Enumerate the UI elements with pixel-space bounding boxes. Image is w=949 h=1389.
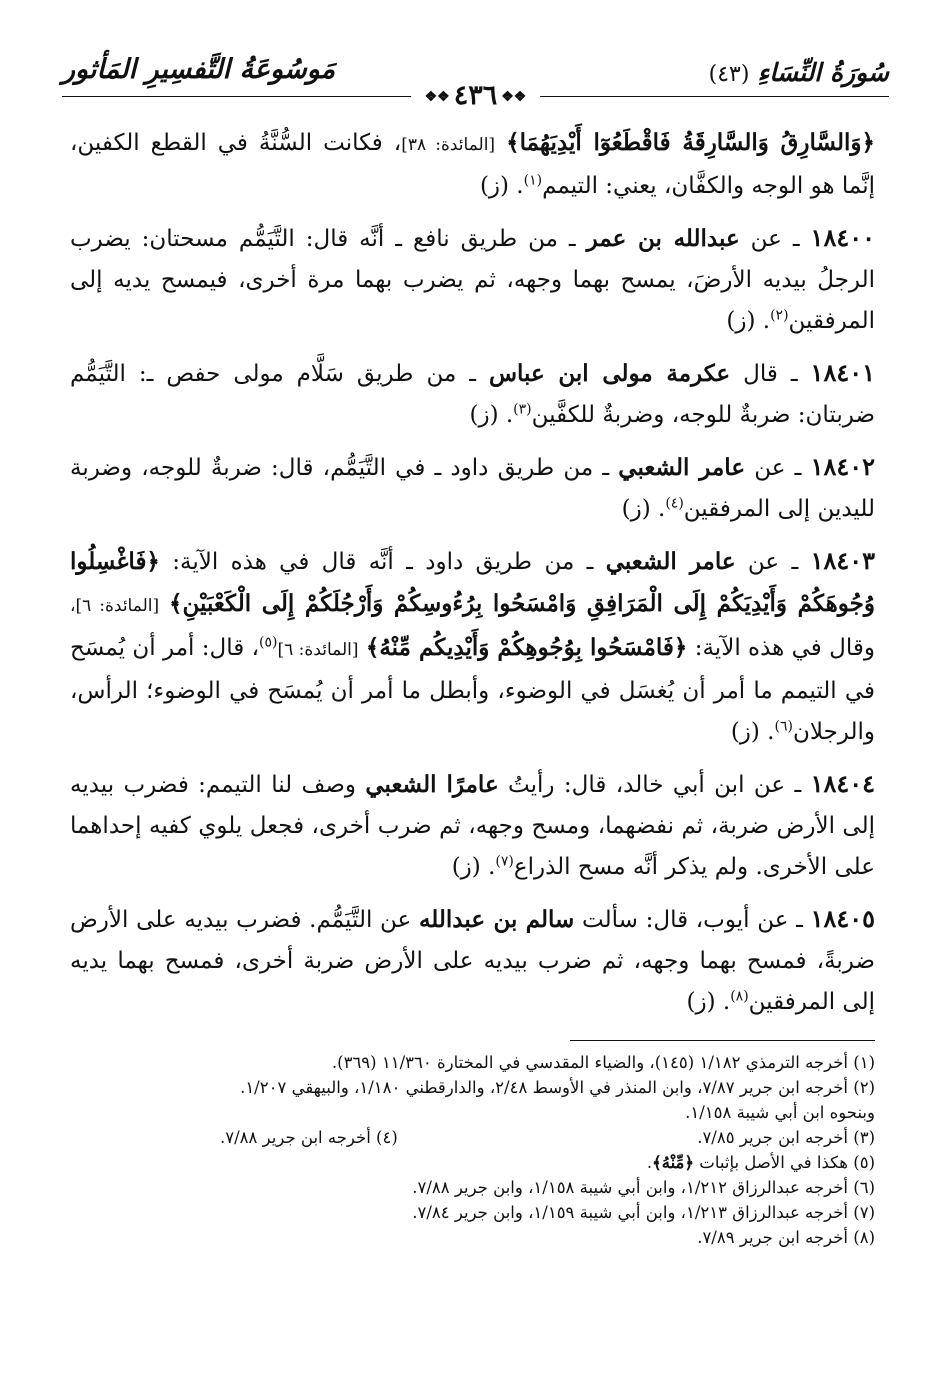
quran-verse: وُجُوهَكُمْ وَأَيْدِيَكُمْ إِلَى الْمَرَافِقِ وَامْسَحُوا بِرُءُوسِكُمْ وَأَرْجُلَكُمْ إِلَى الْكَعْبَيْنِ﴾ (169, 590, 875, 617)
text: . (ز) (726, 308, 771, 334)
text: وصف لنا التيمم: فضرب (123, 772, 366, 798)
quran-verse: ﴿فَامْسَحُوا بِوُجُوهِكُمْ وَأَيْدِيكُم مِّنْهُ﴾ (365, 634, 688, 661)
text: ـ من طريق سَلَّام مولى حفص ـ: التَّيَمُّم (70, 361, 489, 387)
text: ـ عن أيوب، قال: سألت (574, 907, 811, 933)
narration-18404 (70, 763, 875, 888)
quran-word: ﴿مِّنْهُ﴾ (652, 1153, 695, 1172)
text: ، قال: أمر (163, 635, 259, 661)
text: الأرض ضربةً، فمسح بهما وجهه، ثم ضرب بيديه على الأرض ضربة أخرى، فمسح (70, 907, 876, 974)
ornament-icon: ❖❖ (424, 88, 450, 105)
narrator-name: عبدالله بن عمر (586, 225, 740, 252)
text: إلى المرفقين (70, 267, 875, 334)
quran-verse: ﴿فَاغْسِلُوا (70, 548, 160, 575)
footnote-marker: (٢) (770, 307, 789, 324)
footnotes (70, 1050, 875, 1250)
footnote-marker: (١) (523, 172, 543, 189)
footnote-2-continued: وبنحوه ابن أبي شيبة ١/١٥٨. (685, 1103, 875, 1122)
narration-number: ١٨٤٠٤ (810, 769, 876, 798)
surah-title (709, 58, 889, 87)
page-number-value: ٤٣٦ (453, 80, 498, 111)
page-header (62, 52, 889, 111)
text: ـ من طريق داود ـ أنَّه قال في هذه الآية: (159, 549, 606, 575)
verse-reference: [المائدة: ٦]، (70, 596, 160, 616)
text: . (ز) (730, 719, 775, 745)
text: ـ من طريق نافع ـ أنَّه قال: التَّيَمُّم مسحتان: يضرب (70, 226, 587, 252)
surah-number: (٤٣) (708, 62, 750, 87)
ornament-icon: ❖❖ (501, 88, 527, 105)
narration-18401 (70, 352, 875, 436)
footnote-1: (١) أخرجه الترمذي ١/١٨٢ (١٤٥)، والضياء المقدسي في المختارة ١١/٣٦٠ (٣٦٩). (331, 1053, 875, 1072)
text: كفيه إحداهما على الأخرى. ولم يذكر أنَّه مسح الذراع (70, 813, 875, 880)
text: الوضوء؛ الرأس، والرجلان (70, 678, 875, 745)
footnote-5-end: . (646, 1153, 653, 1172)
narration-number: ١٨٤٠١ (810, 358, 875, 387)
text: ـ قال (730, 361, 811, 387)
text: ـ عن (739, 226, 811, 252)
text: أن يُمسَح في التيمم ما أمر أن يُغسَل في الوضوء، وأبطل ما أمر أن يُمسَح في (70, 635, 876, 704)
footnote-5-text: (٥) هكذا في الأصل بإثبات (694, 1153, 875, 1172)
narration-number: ١٨٤٠٥ (810, 904, 876, 933)
narrator-name: سالم بن عبدالله (418, 906, 575, 933)
footnote-3: (٣) أخرجه ابن جرير ٧/٨٥. (697, 1128, 875, 1147)
footnote-marker: (٧) (495, 853, 514, 870)
footnote-row-3-4 (70, 1125, 875, 1150)
narration-number: ١٨٤٠٠ (810, 223, 875, 252)
main-text (70, 122, 875, 1023)
narration-number: ١٨٤٠٢ (810, 452, 876, 481)
narrator-name: عامرًا الشعبي (365, 771, 499, 798)
text: . (ز) (479, 173, 524, 199)
text: . (ز) (469, 402, 514, 428)
footnote-4: (٤) أخرجه ابن جرير ٧/٨٨. (220, 1128, 398, 1147)
text: . (ز) (451, 854, 496, 880)
text: بهما يديه إلى المرفقين (70, 948, 875, 1015)
text: . (ز) (686, 989, 731, 1015)
text: إنَّما هو الوجه والكفَّان، يعني: التيمم (542, 173, 875, 199)
footnote-marker: (٥) (259, 634, 278, 651)
narrator-name: عامر الشعبي (605, 548, 736, 575)
page-number (411, 80, 541, 111)
verse-reference: [المائدة: ٦] (277, 640, 359, 660)
footnote-5 (70, 1150, 875, 1175)
text: ضربتان: ضربةٌ للوجه، وضربةٌ للكفَّين (531, 402, 875, 428)
text: وضربة لليدين إلى المرفقين (70, 455, 875, 522)
footnote-8: (٨) أخرجه ابن جرير ٧/٨٩. (697, 1228, 875, 1247)
footnote-divider (570, 1040, 875, 1041)
footnote-2: (٢) أخرجه ابن جرير ٧/٨٧، وابن المنذر في الأوسط ٢/٤٨، والدارقطني ١/١٨٠، والبيهقي ١/٢٠٧. (240, 1078, 875, 1097)
verse-reference: [المائدة: ٣٨] (401, 135, 496, 155)
narration-18405 (70, 898, 875, 1023)
narration-18400 (70, 217, 875, 342)
text: ، فكانت السُّنَّةُ في القطع الكفين، (70, 130, 402, 156)
quran-verse: ﴿وَالسَّارِقُ وَالسَّارِقَةُ فَاقْطَعُوٓا أَيْدِيَهُمَا﴾ (506, 129, 875, 156)
narration-18402 (70, 446, 875, 530)
surah-name: سُورَةُ النِّسَاءِ (757, 58, 889, 87)
text: ـ من طريق داود ـ في التَّيَمُّم، قال: ضربةٌ للوجه، (141, 455, 619, 481)
footnote-7: (٧) أخرجه عبدالرزاق ١/٢١٣، وابن أبي شيبة ١/١٥٩، وابن جرير ٧/٨٤. (412, 1203, 875, 1222)
book-title: مَوسُوعَةُ التَّفسِيرِ المَأثور (62, 54, 336, 85)
narration-number: ١٨٤٠٣ (810, 546, 876, 575)
footnote-marker: (٦) (774, 718, 793, 735)
paragraph-continuation (70, 122, 875, 207)
text: عن التَّيَمُّم. فضرب بيديه على (136, 907, 419, 933)
footnote-marker: (٨) (730, 988, 749, 1005)
narrator-name: عكرمة مولى ابن عباس (488, 360, 731, 387)
text: بيديه إلى الأرض ضربة، ثم نفضهما، ومسح وجهه، ثم ضرب أخرى، فجعل يلوي (70, 772, 876, 839)
text: ـ عن ابن أبي خالد، قال: رأيتُ (498, 772, 811, 798)
text: وقال في هذه الآية: (687, 635, 875, 661)
text: ـ عن (735, 549, 811, 575)
text: . (ز) (621, 496, 666, 522)
footnote-marker: (٣) (513, 401, 532, 418)
narrator-name: عامر الشعبي (618, 454, 746, 481)
footnote-marker: (٤) (665, 495, 684, 512)
text: الرجلُ بيديه الأرضَ، يمسح بهما وجهه، ثم يضرب بهما مرة أخرى، فيمسح يديه (113, 267, 876, 293)
text: ـ عن (745, 455, 811, 481)
footnote-6: (٦) أخرجه عبدالرزاق ١/٢١٢، وابن أبي شيبة ١/١٥٨، وابن جرير ٧/٨٨. (412, 1178, 875, 1197)
narration-18403 (70, 540, 875, 753)
